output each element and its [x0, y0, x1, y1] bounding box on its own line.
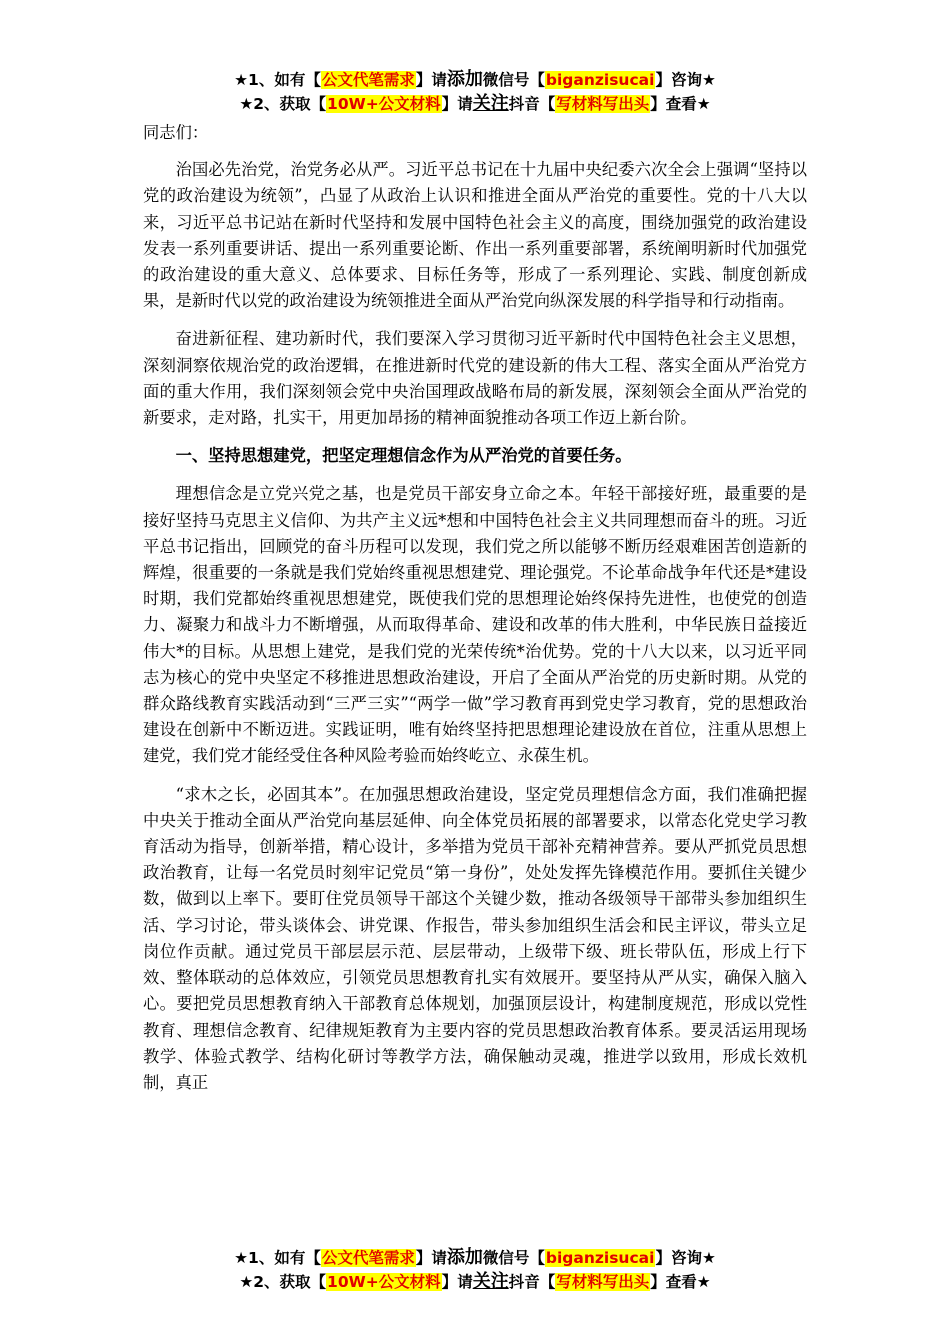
footer-line-1-emphasis: 添加	[446, 1247, 483, 1268]
banner-line-2-prefix: ★2、获取【	[239, 95, 327, 113]
banner-line-2-suffix: 】查看★	[650, 95, 711, 113]
banner-line-2-highlight-materials: 10W+公文材料	[327, 95, 441, 113]
footer-banner	[0, 1246, 950, 1294]
banner-line-2-text: 】请	[441, 95, 473, 113]
footer-line-1-highlight-wechat: biganzisucai	[545, 1249, 655, 1267]
footer-line-1-suffix: 】咨询★	[655, 1249, 716, 1267]
banner-line-1-text: 】请	[415, 71, 447, 89]
paragraph-1: 治国必先治党，治党务必从严。习近平总书记在十九届中央纪委六次全会上强调“坚持以党的政治建设为统领”，凸显了从政治上认识和推进全面从严治党的重要性。党的十八大以来，习近平总书记站在新时代坚持和发展中国特色社会主义的高度，围绕加强党的政治建设发表一系列重要讲话、提出一系列重要论断、作出一系列重要部署，系统阐明新时代加强党的政治建设的重大意义、总体要求、目标任务等，形成了一系列理论、实践、制度创新成果，是新时代以党的政治建设为统领推进全面从严治党向纵深发展的科学指导和行动指南。	[143, 160, 807, 311]
paragraph-4: “求木之长，必固其本”。在加强思想政治建设，坚定党员理想信念方面，我们准确把握中央关于推动全面从严治党向基层延伸、向全体党员拓展的部署要求，以常态化党史学习教育活动为指导，创新举措，精心设计，多举措为党员干部补充精神营养。要从严抓党员思想政治教育，让每一名党员时刻牢记党员“第一身份”，处处发挥先锋模范作用。要抓住关键少数，做到以上率下。要盯住党员领导干部这个关键少数，推动各级领导干部带头参加组织生活、学习讨论，带头谈体会、讲党课、作报告，带头参加组织生活会和民主评议，带头立足岗位作贡献。通过党员干部层层示范、层层带动，上级带下级、班长带队伍，形成上行下效、整体联动的总体效应，引领党员思想教育扎实有效展开。要坚持从严从实，确保入脑入心。要把党员思想教育纳入干部教育总体规划，加强顶层设计，构建制度规范，形成以党性教育、理想信念教育、纪律规矩教育为主要内容的党员思想政治教育体系。要灵活运用现场教学、体验式教学、结构化研讨等教学方法，确保触动灵魂，推进学以致用，形成长效机制，真正	[143, 784, 807, 1092]
banner-line-1-prefix: ★1、如有【	[234, 71, 321, 89]
footer-banner-line-2	[0, 1270, 950, 1294]
header-banner	[0, 68, 950, 116]
footer-line-2-highlight-douyin: 写材料写出头	[556, 1273, 650, 1291]
banner-line-1	[0, 68, 950, 92]
footer-line-1-text: 】请	[415, 1249, 447, 1267]
footer-line-1-prefix: ★1、如有【	[234, 1249, 321, 1267]
banner-line-2-emphasis: 关注	[472, 93, 509, 114]
footer-line-2-suffix: 】查看★	[650, 1273, 711, 1291]
document-body	[143, 120, 807, 1096]
banner-line-1-highlight-service: 公文代笔需求	[321, 71, 415, 89]
paragraph-2: 奋进新征程、建功新时代，我们要深入学习贯彻习近平新时代中国特色社会主义思想，深刻洞察依规治党的政治逻辑，在推进新时代党的建设新的伟大工程、落实全面从严治党方面的重大作用，我们深刻领会党中央治国理政战略布局的新发展，深刻领会全面从严治党的新要求，走对路，扎实干，用更加昂扬的精神面貌推动各项工作迈上新台阶。	[143, 329, 807, 428]
footer-line-2-text-2: 抖音【	[508, 1273, 556, 1291]
footer-line-2-prefix: ★2、获取【	[239, 1273, 327, 1291]
banner-line-1-text-2: 微信号【	[482, 71, 545, 89]
banner-line-1-highlight-wechat: biganzisucai	[545, 71, 655, 89]
banner-line-2-highlight-douyin: 写材料写出头	[556, 95, 650, 113]
banner-line-1-suffix: 】咨询★	[655, 71, 716, 89]
footer-line-2-text: 】请	[441, 1273, 473, 1291]
footer-line-2-emphasis: 关注	[472, 1271, 509, 1292]
footer-line-1-highlight-service: 公文代笔需求	[321, 1249, 415, 1267]
footer-line-1-text-2: 微信号【	[482, 1249, 545, 1267]
banner-line-2-text-2: 抖音【	[508, 95, 556, 113]
section-heading-1: 一、坚持思想建党，把坚定理想信念作为从严治党的首要任务。	[175, 446, 632, 466]
footer-line-2-highlight-materials: 10W+公文材料	[327, 1273, 441, 1291]
banner-line-1-emphasis: 添加	[446, 69, 483, 90]
banner-line-2	[0, 92, 950, 116]
footer-banner-line-1	[0, 1246, 950, 1270]
paragraph-3: 理想信念是立党兴党之基，也是党员干部安身立命之本。年轻干部接好班，最重要的是接好坚持马克思主义信仰、为共产主义远*想和中国特色社会主义共同理想而奋斗的班。习近平总书记指出，回顾党的奋斗历程可以发现，我们党之所以能够不断历经艰难困苦创造新的辉煌，很重要的一条就是我们党始终重视思想建党、理论强党。不论革命战争年代还是*建设时期，我们党都始终重视思想建党，既使我们党的思想理论始终保持先进性，也使党的创造力、凝聚力和战斗力不断增强，从而取得革命、建设和改革的伟大胜利，中华民族日益接近伟大*的目标。从思想上建党，是我们党的光荣传统*治优势。党的十八大以来，以习近平同志为核心的党中央坚定不移推进思想政治建设，开启了全面从严治党的历史新时期。从党的群众路线教育实践活动到“三严三实”“两学一做”学习教育再到党史学习教育，党的思想政治建设在创新中不断迈进。实践证明，唯有始终坚持把思想理论建设放在首位，注重从思想上建党，我们党才能经受住各种风险考验而始终屹立、永葆生机。	[143, 484, 807, 766]
salutation: 同志们：	[143, 123, 209, 142]
